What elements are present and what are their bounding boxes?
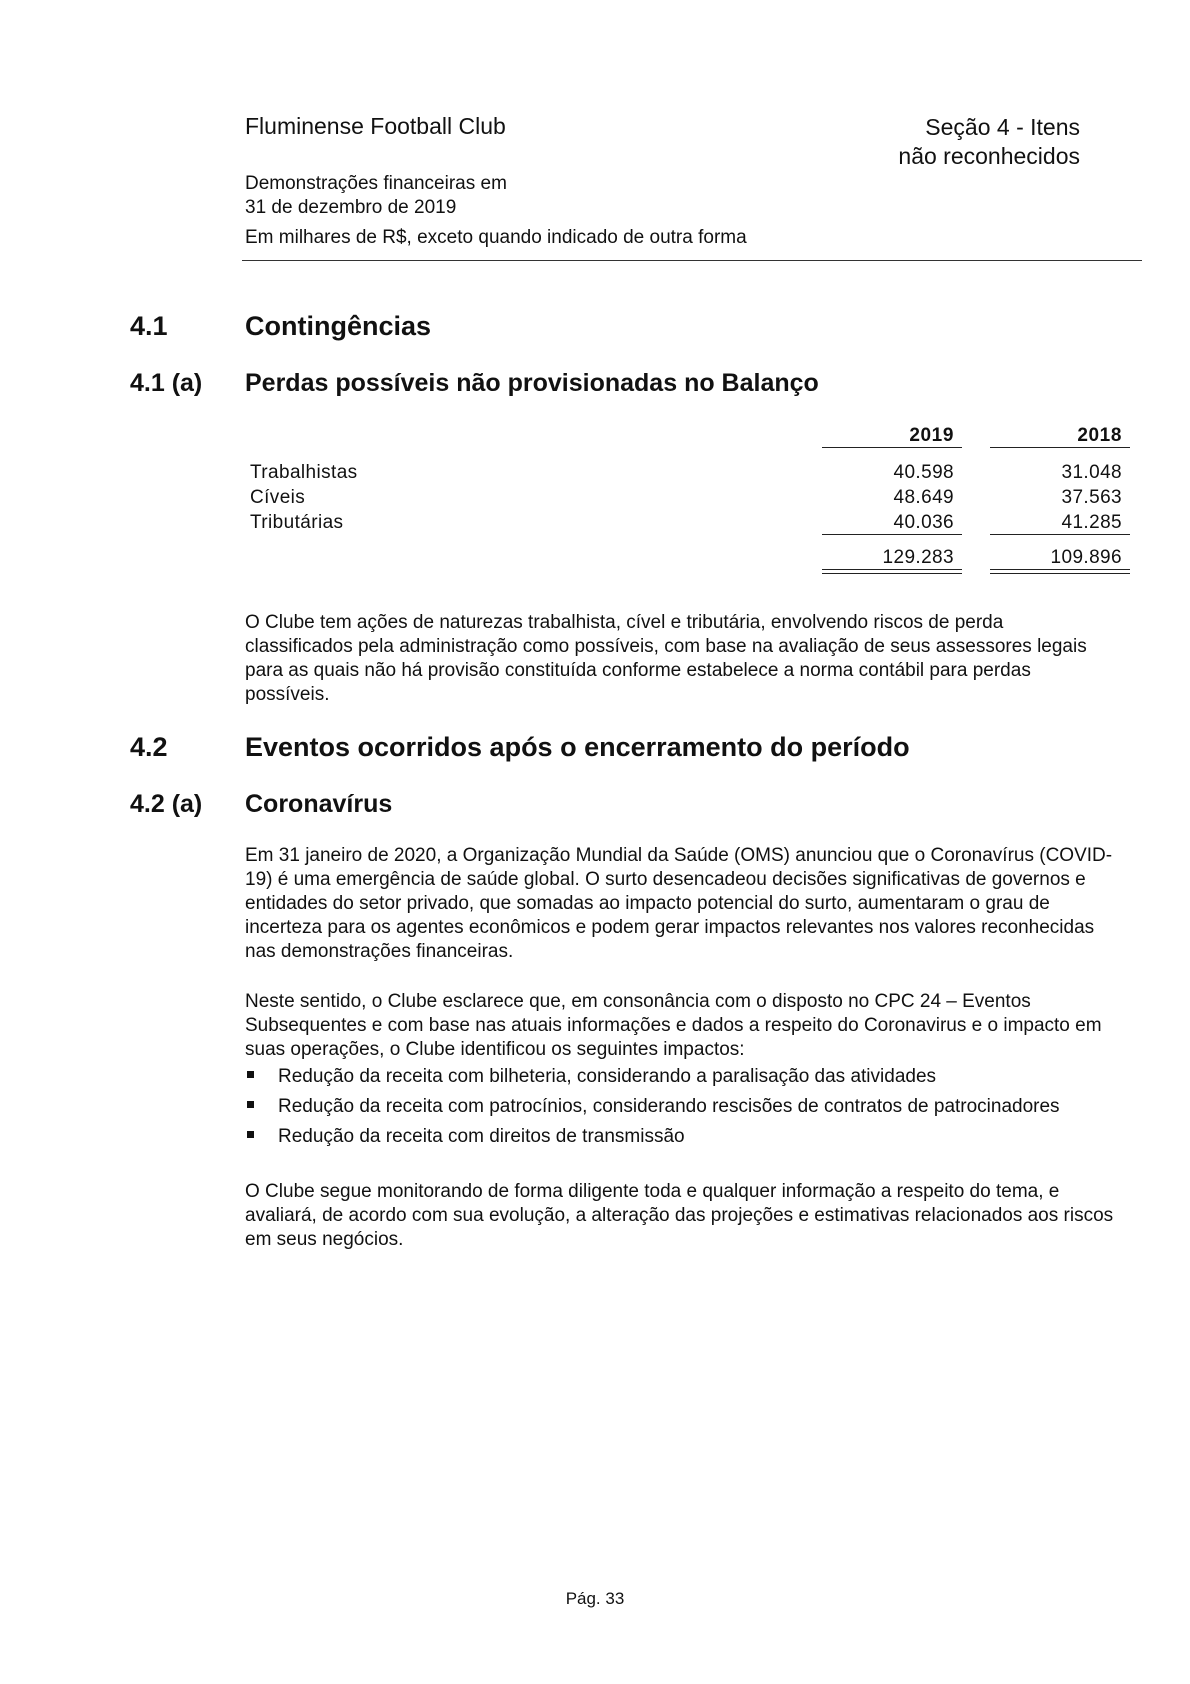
bullet-square-icon xyxy=(247,1071,254,1078)
paragraph-covid-intro: Em 31 janeiro de 2020, a Organização Mundial da Saúde (OMS) anunciou que o Coronavírus (COVID-19) é uma emergência de saúde global. O surto desencadeou decisões significativas de governos e entidades do setor privado, que somadas ao impacto potencial do surto, aumentaram o grau de incerteza para os agentes econômicos e podem gerar impactos relevantes nos valores reconhecidas nas demonstrações financeiras. xyxy=(245,845,1113,962)
table-cell-2018: 31.048 xyxy=(1061,462,1122,483)
table-row-label: Tributárias xyxy=(250,512,344,533)
section-4-2a-number: 4.2 (a) xyxy=(130,790,203,818)
column-header-2018: 2018 xyxy=(1077,425,1122,446)
section-4-2-title: Eventos ocorridos após o encerramento do período xyxy=(245,732,910,762)
list-item: Redução da receita com patrocínios, considerando rescisões de contratos de patrocinadores xyxy=(247,1096,1060,1118)
section-label xyxy=(898,113,1080,171)
paragraph-covid-impacts: Neste sentido, o Clube esclarece que, em consonância com o disposto no CPC 24 – Eventos Subsequentes e com base nas atuais informações e dados a respeito do Coronavirus e o impacto em suas operações, o Clube identificou os seguintes impactos: xyxy=(245,991,1102,1060)
column-header-2019: 2019 xyxy=(909,425,954,446)
bullet-square-icon xyxy=(247,1131,254,1138)
table-row-label: Trabalhistas xyxy=(250,462,358,483)
table-total-2019: 129.283 xyxy=(882,547,954,568)
paragraph-monitoring: O Clube segue monitorando de forma diligente toda e qualquer informação a respeito do tema, e avaliará, de acordo com sua evolução, a alteração das projeções e estimativas relacionados aos riscos em seus negócios. xyxy=(245,1181,1114,1250)
statements-line2: 31 de dezembro de 2019 xyxy=(245,197,457,218)
section-4-1-title: Contingências xyxy=(245,311,432,341)
table-cell-2018: 37.563 xyxy=(1061,487,1122,508)
section-4-1a-title: Perdas possíveis não provisionadas no Balanço xyxy=(245,369,819,397)
organization-name: Fluminense Football Club xyxy=(245,113,506,139)
subtotal-rule-2019 xyxy=(822,534,962,535)
statements-line1: Demonstrações financeiras em xyxy=(245,173,507,194)
list-item: Redução da receita com bilheteria, considerando a paralisação das atividades xyxy=(247,1066,936,1088)
page-number: Pág. 33 xyxy=(565,1589,625,1608)
bullet-square-icon xyxy=(247,1101,254,1108)
header-divider xyxy=(242,260,1142,261)
list-item: Redução da receita com direitos de transmissão xyxy=(247,1126,685,1148)
total-double-rule-2019 xyxy=(822,569,962,574)
table-cell-2018: 41.285 xyxy=(1061,512,1122,533)
column-header-rule-2018 xyxy=(990,447,1130,448)
column-header-rule-2019 xyxy=(822,447,962,448)
total-double-rule-2018 xyxy=(990,569,1130,574)
section-4-1a-number: 4.1 (a) xyxy=(130,369,203,397)
statements-date xyxy=(245,172,507,220)
units-note: Em milhares de R$, exceto quando indicado de outra forma xyxy=(245,227,747,248)
section-label-line2: não reconhecidos xyxy=(898,143,1080,169)
table-cell-2019: 40.598 xyxy=(893,462,954,483)
table-cell-2019: 48.649 xyxy=(893,487,954,508)
table-row-label: Cíveis xyxy=(250,487,306,508)
table-total-2018: 109.896 xyxy=(1050,547,1122,568)
section-label-line1: Seção 4 - Itens xyxy=(925,114,1080,140)
section-4-2-number: 4.2 xyxy=(130,732,168,762)
section-4-1-number: 4.1 xyxy=(130,311,168,341)
table-cell-2019: 40.036 xyxy=(893,512,954,533)
paragraph-contingencies: O Clube tem ações de naturezas trabalhista, cível e tributária, envolvendo riscos de perda classificados pela administração como possíveis, com base na avaliação de seus assessores legais para as quais não há provisão constituída conforme estabelece a norma contábil para perdas possíveis. xyxy=(245,612,1087,705)
section-4-2a-title: Coronavírus xyxy=(245,790,393,818)
subtotal-rule-2018 xyxy=(990,534,1130,535)
